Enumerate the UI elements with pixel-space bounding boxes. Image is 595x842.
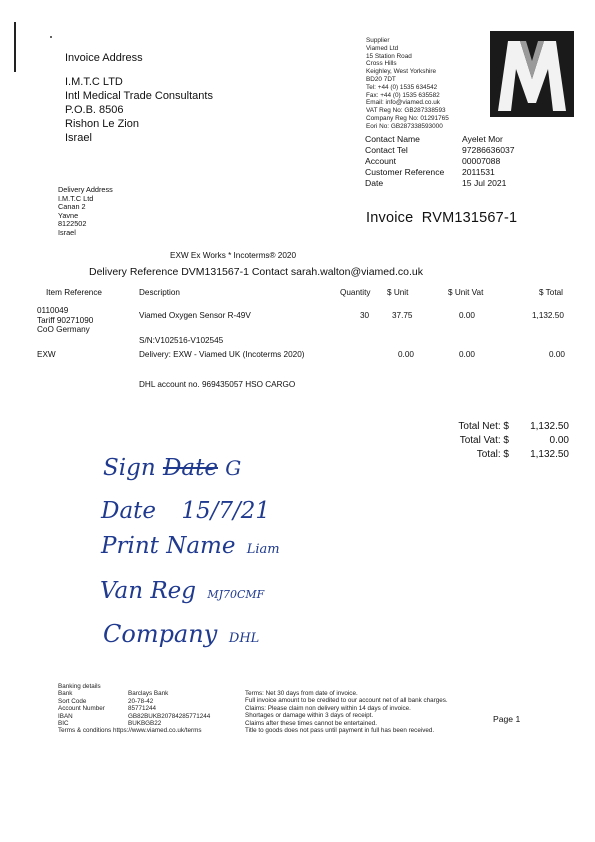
handwritten-date-value: 15/7/21 (181, 498, 270, 524)
terms-line: Claims: Please claim non delivery within 14 days of invoice. (245, 704, 411, 712)
banking-title: Banking details (58, 683, 101, 690)
banking-key: Sort Code (58, 697, 87, 705)
invoice-address (65, 51, 213, 145)
contact-value: Ayelet Mor (462, 134, 503, 144)
col-header-description: Description (139, 288, 180, 297)
delivery-total: 0.00 (549, 350, 565, 359)
supplier-line: Email: info@viamed.co.uk (366, 99, 440, 107)
banking-key: Account Number (58, 705, 105, 713)
supplier-line: Tel: +44 (0) 1535 634542 (366, 83, 438, 91)
terms-line: Title to goods does not pass until payment in full has been received. (245, 727, 435, 735)
contact-row (365, 134, 515, 145)
item-origin: CoO Germany (37, 325, 90, 334)
item-unit-vat: 0.00 (459, 311, 475, 320)
supplier-line: Supplier (366, 37, 390, 44)
contact-value: 15 Jul 2021 (462, 178, 507, 188)
terms-line: Claims after these times cannot be entertained. (245, 719, 377, 727)
invoice-number: Invoice RVM131567-1 (366, 210, 518, 226)
banking-value: 85771244 (128, 705, 157, 713)
col-header-unit-vat: $ Unit Vat (448, 288, 484, 297)
total-net-value: 1,132.50 (530, 421, 569, 432)
shipping-note: DHL account no. 969435057 HSO CARGO (139, 380, 296, 389)
handwritten-date-line (101, 498, 270, 524)
delivery-unit-vat: 0.00 (459, 350, 475, 359)
contact-key: Date (365, 178, 384, 188)
incoterms-line: EXW Ex Works * Incoterms® 2020 (170, 251, 297, 260)
banking-value: GB82BUKB20784285771244 (128, 712, 211, 720)
handwritten-date-label: Date (101, 498, 157, 524)
contact-key: Contact Tel (365, 145, 408, 155)
delivery-address-line: Yavne (58, 210, 79, 220)
handwritten-print-name-line (101, 533, 280, 559)
viamed-logo-icon (490, 31, 574, 117)
delivery-address-line: Canan 2 (58, 202, 86, 212)
terms-line: Full invoice amount to be credited to our account net of all bank charges. (245, 697, 448, 705)
item-serials: S/N:V102516-V102545 (139, 336, 224, 345)
delivery-unit-price: 0.00 (398, 350, 414, 359)
banking-key: IBAN (58, 712, 73, 720)
total-net-label: Total Net: $ (458, 421, 509, 432)
col-header-unit: $ Unit (387, 288, 409, 297)
handwritten-van-reg-value: MJ70CMF (207, 588, 265, 601)
supplier-line: Fax: +44 (0) 1535 635582 (366, 91, 440, 99)
contact-key: Customer Reference (365, 167, 445, 177)
handwritten-struck-word: Date (162, 455, 218, 481)
banking-row (58, 698, 210, 705)
terms-line: Terms: Net 30 days from date of invoice. (245, 690, 358, 697)
banking-row (58, 720, 210, 727)
banking-value: Barclays Bank (128, 690, 169, 698)
delivery-reference: Delivery Reference DVM131567-1 Contact sarah.walton@viamed.co.uk (89, 266, 423, 278)
handwritten-company-value: DHL (228, 631, 260, 646)
banking-row (58, 705, 210, 712)
banking-key: BIC (58, 720, 69, 728)
item-description: Viamed Oxygen Sensor R-49V (139, 311, 251, 320)
contact-key: Contact Name (365, 134, 420, 144)
contact-details (365, 134, 515, 189)
supplier-line: Company Reg No: 01291765 (366, 114, 449, 122)
banking-value: 20-78-42 (128, 697, 154, 705)
invoice-address-line: P.O.B. 8506 (65, 104, 124, 116)
total-vat-value: 0.00 (549, 435, 569, 446)
delivery-item: EXW (37, 350, 56, 359)
total-value: 1,132.50 (530, 449, 569, 460)
supplier-line: Eori No: GB287338593000 (366, 122, 443, 130)
supplier-line: Keighley, West Yorkshire (366, 68, 437, 76)
banking-row (58, 713, 210, 720)
invoice-address-line: I.M.T.C LTD (65, 76, 123, 88)
handwritten-sign-label: Sign (103, 455, 156, 481)
banking-details (58, 683, 210, 735)
handwritten-company-line (103, 620, 259, 648)
banking-key: Bank (58, 690, 73, 698)
contact-row (365, 167, 515, 178)
supplier-line: Viamed Ltd (366, 44, 399, 52)
invoice-address-line: Rishon Le Zion (65, 118, 139, 130)
col-header-item: Item Reference (46, 288, 102, 297)
col-header-total: $ Total (539, 288, 563, 297)
supplier-line: Cross Hills (366, 60, 397, 68)
contact-row (365, 145, 515, 156)
item-quantity: 30 (360, 311, 370, 320)
contact-value: 2011531 (462, 167, 495, 177)
supplier-line: VAT Reg No: GB287338593 (366, 107, 446, 115)
page-number: Page 1 (493, 714, 521, 724)
delivery-address-line: 8122502 (58, 219, 87, 229)
invoice-address-line: Israel (65, 132, 92, 144)
payment-terms (245, 690, 448, 734)
banking-row (58, 690, 210, 697)
handwritten-sign-line (103, 455, 241, 481)
item-unit-price: 37.75 (392, 311, 413, 320)
total-vat-label: Total Vat: $ (459, 435, 509, 446)
col-header-quantity: Quantity (340, 288, 371, 297)
delivery-address-label: Delivery Address (58, 185, 113, 194)
banking-value: BUKBGB22 (128, 720, 162, 728)
handwritten-company-label: Company (103, 620, 218, 648)
contact-value: 00007088 (462, 156, 501, 166)
handwritten-signature: G (225, 456, 242, 480)
contact-row (365, 156, 515, 167)
supplier-line: BD20 7DT (366, 75, 396, 83)
handwritten-van-reg-line (100, 578, 264, 604)
item-tariff: Tariff 90271090 (37, 315, 94, 325)
invoice-address-line: Intl Medical Trade Consultants (65, 90, 213, 102)
table-row-item (37, 306, 93, 335)
delivery-address-line: Israel (58, 227, 76, 237)
handwritten-print-name-value: Liam (246, 542, 280, 557)
scan-dot (50, 36, 52, 38)
item-reference: 0110049 (37, 306, 69, 315)
contact-key: Account (365, 156, 397, 166)
terms-line: Shortages or damage within 3 days of receipt. (245, 712, 374, 720)
delivery-address (58, 186, 113, 238)
supplier-details (366, 37, 449, 131)
delivery-description: Delivery: EXW - Viamed UK (Incoterms 2020) (139, 350, 305, 359)
handwritten-van-reg-label: Van Reg (100, 578, 196, 604)
terms-conditions-link[interactable]: Terms & conditions https://www.viamed.co.uk/terms (58, 727, 202, 735)
total-label: Total: $ (476, 449, 509, 460)
invoice-address-label: Invoice Address (65, 52, 143, 64)
scan-edge-mark (14, 22, 16, 72)
contact-value: 97286636037 (462, 145, 515, 155)
handwritten-print-name-label: Print Name (101, 533, 236, 559)
supplier-line: 15 Station Road (366, 52, 412, 60)
delivery-address-line: I.M.T.C Ltd (58, 193, 94, 203)
item-total: 1,132.50 (532, 311, 564, 320)
contact-row (365, 178, 515, 189)
